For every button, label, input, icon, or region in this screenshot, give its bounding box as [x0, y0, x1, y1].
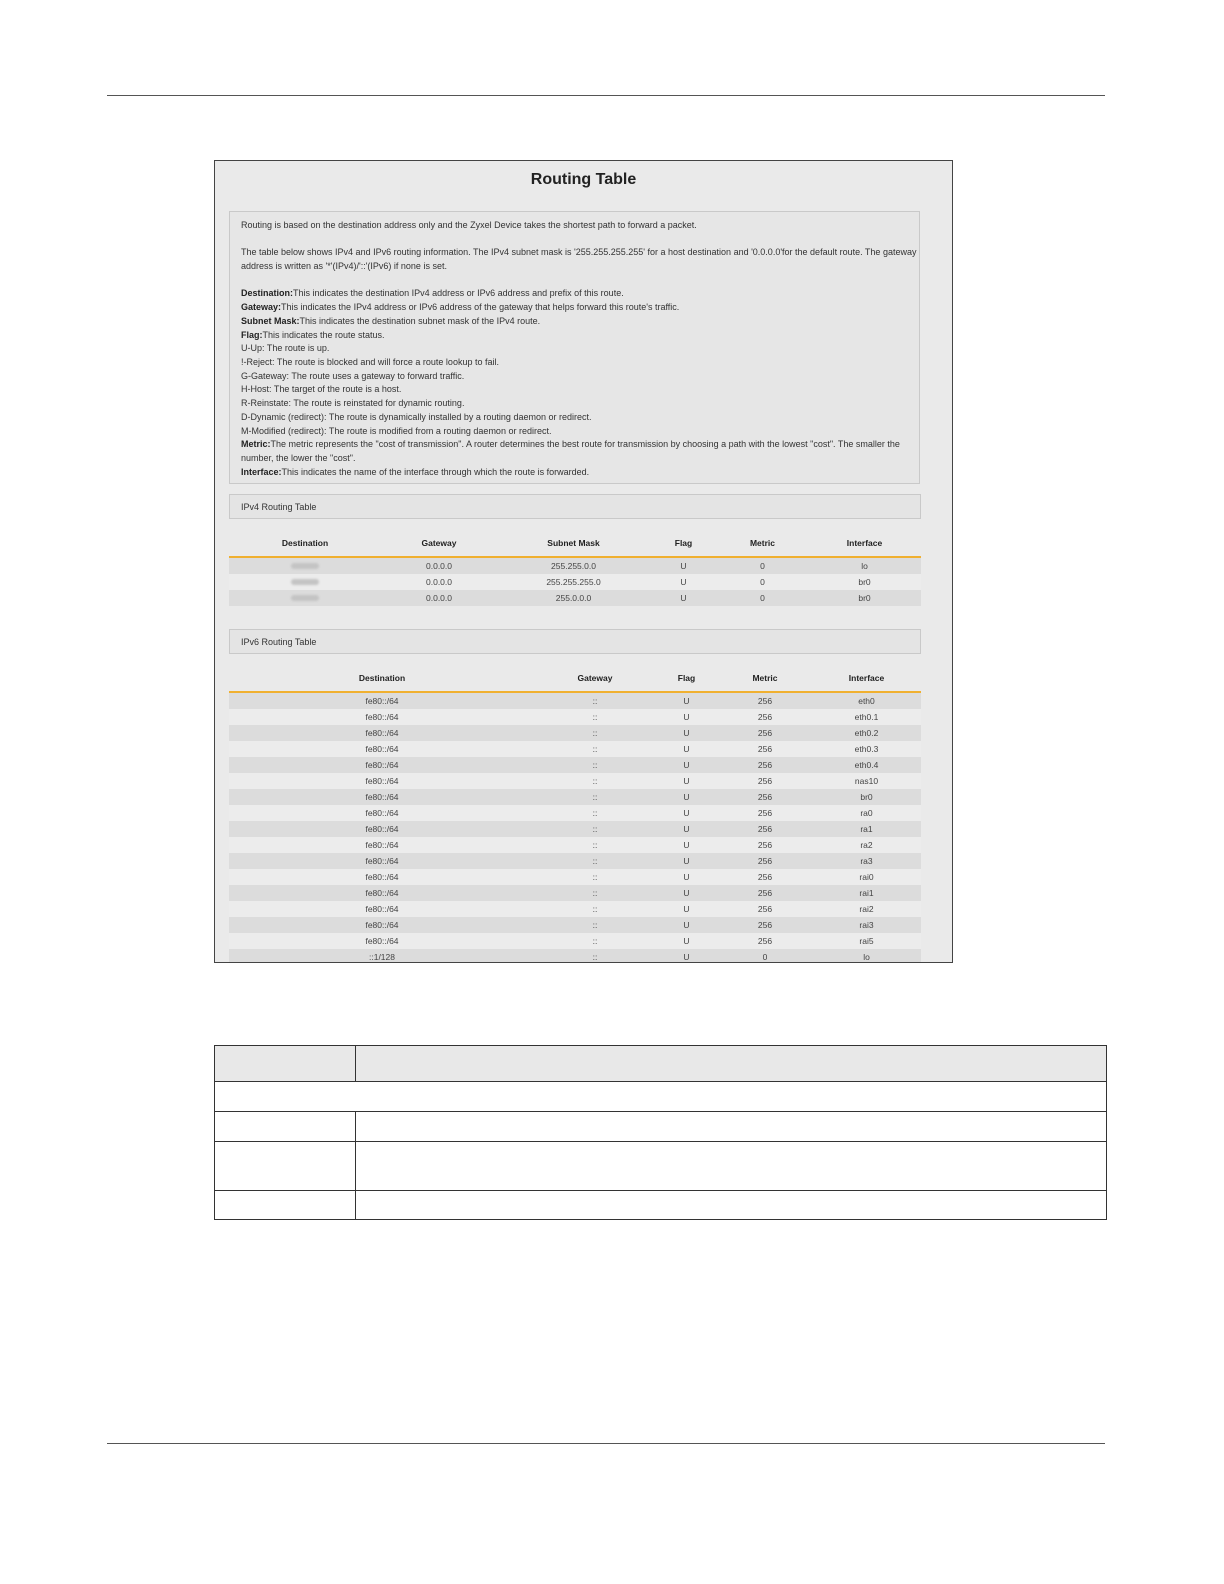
column-header: Metric: [718, 664, 812, 692]
definition-item: [241, 315, 919, 329]
ipv6-routing-table: [229, 664, 921, 963]
table-cell: ::: [535, 725, 655, 741]
table-cell: eth0: [812, 692, 921, 709]
column-header: Metric: [717, 529, 808, 557]
table-cell: br0: [808, 574, 921, 590]
table-row: [229, 741, 921, 757]
table-cell: ::: [535, 757, 655, 773]
table-cell: U: [655, 853, 718, 869]
page-title: Routing Table: [530, 171, 637, 188]
table-cell: 256: [718, 901, 812, 917]
table-row: [229, 805, 921, 821]
table-cell: ::1/128: [229, 949, 535, 963]
table-cell: 0.0.0.0: [381, 574, 497, 590]
table-cell: U: [655, 821, 718, 837]
header-rule: [107, 95, 1105, 96]
table-cell: U: [655, 933, 718, 949]
table-row: [229, 933, 921, 949]
definition-term: Gateway:: [241, 302, 282, 313]
table-cell: fe80::/64: [229, 773, 535, 789]
table-cell: 0: [718, 949, 812, 963]
table-cell: 256: [718, 741, 812, 757]
table-cell: ::: [535, 933, 655, 949]
table-cell: ra0: [812, 805, 921, 821]
table-cell: rai5: [812, 933, 921, 949]
table-cell: U: [650, 574, 717, 590]
table-cell: 255.0.0.0: [497, 590, 650, 606]
table-cell: rai3: [812, 917, 921, 933]
table-cell: ra3: [812, 853, 921, 869]
table-row: [229, 590, 921, 606]
table-cell: ::: [535, 901, 655, 917]
definition-text: This indicates the destination subnet mask of the IPv4 route.: [299, 315, 541, 326]
table-row: [229, 837, 921, 853]
table-cell: 256: [718, 885, 812, 901]
table-cell: eth0.1: [812, 709, 921, 725]
table-cell: fe80::/64: [229, 725, 535, 741]
table-cell: eth0.3: [812, 741, 921, 757]
intro-text: Routing is based on the destination address only and the Zyxel Device takes the shortest path to forward a packet.: [241, 220, 697, 230]
table-cell: fe80::/64: [229, 901, 535, 917]
table-cell: lo: [812, 949, 921, 963]
table-cell: [229, 574, 381, 590]
routing-table-screenshot: [214, 160, 953, 963]
ipv4-section-header: IPv4 Routing Table: [229, 494, 921, 519]
flag-item: !-Reject: The route is blocked and will force a route lookup to fail.: [241, 357, 499, 367]
definition-term: Subnet Mask:: [241, 315, 300, 326]
table-cell: ::: [535, 805, 655, 821]
column-header: Subnet Mask: [497, 529, 650, 557]
flag-item: M-Modified (redirect): The route is modified from a routing daemon or redirect.: [241, 425, 552, 436]
definition-text: This indicates the route status.: [262, 329, 385, 340]
interface-text: This indicates the name of the interface through which the route is forwarded.: [281, 466, 590, 477]
table-cell: lo: [808, 557, 921, 574]
table-cell: ::: [535, 853, 655, 869]
column-header: Interface: [812, 664, 921, 692]
table-cell: 256: [718, 805, 812, 821]
info-box: [229, 211, 920, 484]
column-header: Flag: [650, 529, 717, 557]
table-cell: ra1: [812, 821, 921, 837]
table-cell: fe80::/64: [229, 853, 535, 869]
definition-list: [241, 287, 919, 342]
table-cell: U: [650, 590, 717, 606]
table-row: [229, 789, 921, 805]
redacted-destination: [291, 595, 319, 601]
column-header: Gateway: [381, 529, 497, 557]
table-cell: 256: [718, 821, 812, 837]
table-cell: rai2: [812, 901, 921, 917]
table-cell: rai1: [812, 885, 921, 901]
table-row: [229, 885, 921, 901]
metric-definition: [241, 438, 919, 465]
flag-item: D-Dynamic (redirect): The route is dynamically installed by a routing daemon or redirect.: [241, 411, 592, 422]
table-cell: fe80::/64: [229, 885, 535, 901]
table-cell: eth0.2: [812, 725, 921, 741]
table-cell: ::: [535, 917, 655, 933]
table-row: [229, 901, 921, 917]
table-cell: ra2: [812, 837, 921, 853]
flag-item: H-Host: The target of the route is a host.: [241, 384, 402, 395]
table-cell: 256: [718, 789, 812, 805]
redacted-destination: [291, 563, 319, 569]
table-header-row: [215, 1046, 1107, 1082]
flag-item: U-Up: The route is up.: [241, 343, 330, 354]
table-cell: 256: [718, 725, 812, 741]
definition-term: Flag:: [241, 329, 263, 340]
table-cell: fe80::/64: [229, 869, 535, 885]
table-cell: U: [650, 557, 717, 574]
table-cell: U: [655, 757, 718, 773]
table-row: [229, 853, 921, 869]
table-cell: eth0.4: [812, 757, 921, 773]
table-row: [229, 574, 921, 590]
flag-list: [241, 342, 919, 438]
table-row: [215, 1191, 1107, 1220]
table-cell: U: [655, 789, 718, 805]
column-header: Gateway: [535, 664, 655, 692]
table-row: [229, 709, 921, 725]
field-description-table: [214, 1045, 1107, 1220]
flag-item: R-Reinstate: The route is reinstated for dynamic routing.: [241, 398, 465, 409]
flag-item: G-Gateway: The route uses a gateway to forward traffic.: [241, 370, 465, 381]
interface-definition: [241, 466, 919, 480]
table-cell: fe80::/64: [229, 789, 535, 805]
table-cell: ::: [535, 692, 655, 709]
table-cell: [229, 557, 381, 574]
table-row: [229, 725, 921, 741]
table-cell: fe80::/64: [229, 933, 535, 949]
table-row: [215, 1112, 1107, 1142]
table-cell: ::: [535, 789, 655, 805]
metric-text: The metric represents the "cost of transmission". A router determines the best route for transmission by choosing a path with the lowest "cost". The smaller the number, the lower the "cost".: [241, 439, 900, 463]
table-cell: U: [655, 741, 718, 757]
definition-text: This indicates the destination IPv4 address or IPv6 address and prefix of this route.: [293, 288, 624, 299]
table-cell: br0: [812, 789, 921, 805]
table-cell: 256: [718, 773, 812, 789]
table-cell: ::: [535, 869, 655, 885]
table-cell: 256: [718, 692, 812, 709]
table-row: [215, 1142, 1107, 1191]
table-cell: ::: [535, 949, 655, 963]
table-cell: U: [655, 692, 718, 709]
table-cell: 0.0.0.0: [381, 590, 497, 606]
table-cell: U: [655, 725, 718, 741]
column-header: Destination: [229, 529, 381, 557]
table-cell: ::: [535, 821, 655, 837]
ipv6-section-header: IPv6 Routing Table: [229, 629, 921, 654]
table-row: [229, 821, 921, 837]
table-cell: 255.255.255.0: [497, 574, 650, 590]
table-cell: fe80::/64: [229, 757, 535, 773]
column-header: Interface: [808, 529, 921, 557]
table-cell: U: [655, 885, 718, 901]
table-cell: ::: [535, 741, 655, 757]
table-cell: br0: [808, 590, 921, 606]
table-cell: U: [655, 901, 718, 917]
table-cell: rai0: [812, 869, 921, 885]
table-cell: 256: [718, 933, 812, 949]
table-row: [229, 757, 921, 773]
table-cell: fe80::/64: [229, 805, 535, 821]
table-cell: 0.0.0.0: [381, 557, 497, 574]
definition-term: Destination:: [241, 288, 294, 299]
table-cell: fe80::/64: [229, 741, 535, 757]
table-cell: ::: [535, 885, 655, 901]
table-row: [229, 949, 921, 963]
table-cell: 256: [718, 709, 812, 725]
table-cell: U: [655, 949, 718, 963]
table-info-text: The table below shows IPv4 and IPv6 routing information. The IPv4 subnet mask is '255.255.255.255' for a host destination and '0.0.0.0'for the default route. The gateway address is written as '*'(IPv4)/'::'(IPv6) if none is set.: [241, 247, 917, 272]
table-cell: ::: [535, 773, 655, 789]
ipv4-routing-table: [229, 529, 921, 606]
table-cell: 0: [717, 574, 808, 590]
table-cell: ::: [535, 837, 655, 853]
table-row: [229, 692, 921, 709]
table-cell: fe80::/64: [229, 692, 535, 709]
table-row: [229, 917, 921, 933]
table-row: [229, 869, 921, 885]
table-cell: U: [655, 837, 718, 853]
table-cell: fe80::/64: [229, 709, 535, 725]
table-cell: [229, 590, 381, 606]
table-cell: U: [655, 869, 718, 885]
table-cell: 256: [718, 837, 812, 853]
table-cell: nas10: [812, 773, 921, 789]
table-cell: 255.255.0.0: [497, 557, 650, 574]
table-cell: U: [655, 773, 718, 789]
definition-item: [241, 287, 919, 301]
definition-text: This indicates the IPv4 address or IPv6 address of the gateway that helps forward this route's traffic.: [281, 302, 680, 313]
redacted-destination: [291, 579, 319, 585]
interface-term: Interface:: [241, 466, 282, 477]
table-cell: 256: [718, 869, 812, 885]
table-cell: U: [655, 917, 718, 933]
table-cell: U: [655, 709, 718, 725]
table-cell: 0: [717, 557, 808, 574]
table-row: [229, 773, 921, 789]
table-cell: ::: [535, 709, 655, 725]
table-cell: 256: [718, 917, 812, 933]
table-cell: fe80::/64: [229, 821, 535, 837]
metric-term: Metric:: [241, 439, 271, 450]
column-header: Flag: [655, 664, 718, 692]
definition-item: [241, 301, 919, 315]
table-cell: 0: [717, 590, 808, 606]
footer-rule: [107, 1443, 1105, 1444]
table-cell: fe80::/64: [229, 837, 535, 853]
table-cell: U: [655, 805, 718, 821]
definition-item: [241, 329, 919, 343]
table-row: [215, 1082, 1107, 1112]
table-cell: 256: [718, 853, 812, 869]
table-cell: 256: [718, 757, 812, 773]
table-row: [229, 557, 921, 574]
table-cell: fe80::/64: [229, 917, 535, 933]
column-header: Destination: [229, 664, 535, 692]
